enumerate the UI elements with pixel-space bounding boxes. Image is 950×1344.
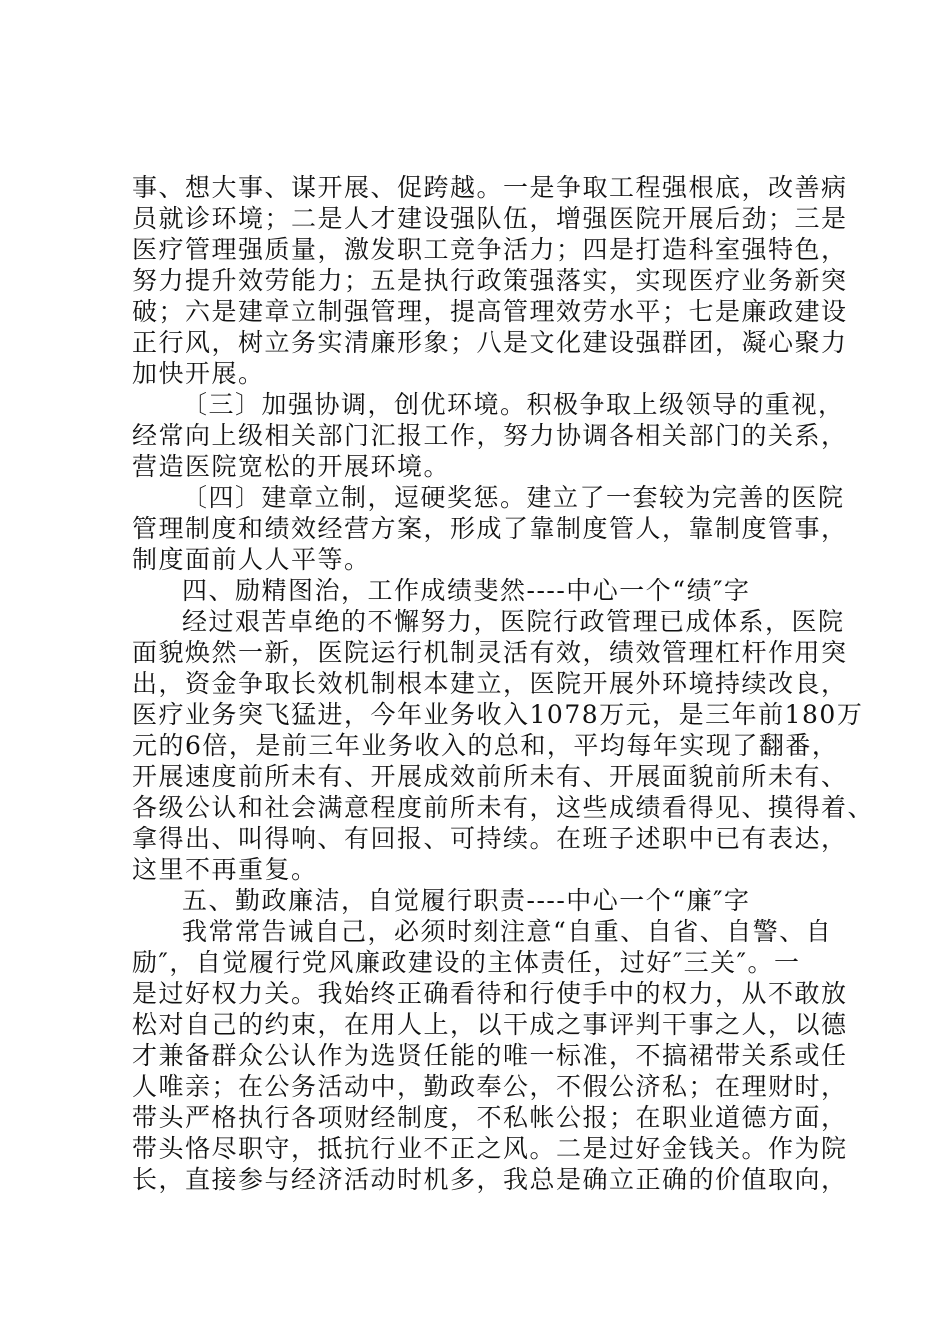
text-line: 元的6倍，是前三年业务收入的总和，平均每年实现了翻番， <box>132 731 839 760</box>
text-line: 带头恪尽职守，抵抗行业不正之风。二是过好金钱关。作为院 <box>132 1134 848 1163</box>
text-line: 才兼备群众公认作为选贤任能的唯一标准，不搞裙带关系或任 <box>132 1041 848 1070</box>
text-line: 员就诊环境；二是人才建设强队伍，增强医院开展后劲；三是 <box>132 204 848 233</box>
text-line: 管理制度和绩效经营方案，形成了靠制度管人，靠制度管事， <box>132 514 848 543</box>
text-line: 出，资金争取长效机制根本建立，医院开展外环境持续改良， <box>132 669 848 698</box>
text-line: 开展速度前所未有、开展成效前所未有、开展面貌前所未有、 <box>132 762 848 791</box>
text-line: 营造医院宽松的开展环境。 <box>132 452 451 481</box>
text-line: 励″，自觉履行党风廉政建设的主体责任，过好″三关″。一 <box>132 948 801 977</box>
text-line: 事、想大事、谋开展、促跨越。一是争取工程强根底，改善病 <box>132 173 848 202</box>
text-line: 松对自己的约束，在用人上，以干成之事评判干事之人，以德 <box>132 1010 848 1039</box>
text-line: 我常常告诫自己，必须时刻注意“自重、自省、自警、自 <box>182 917 833 946</box>
text-line: 四、励精图治，工作成绩斐然----中心一个“绩″字 <box>182 576 751 605</box>
text-line: 正行风，树立务实清廉形象；八是文化建设强群团，凝心聚力 <box>132 328 848 357</box>
text-line: 经过艰苦卓绝的不懈努力，医院行政管理已成体系，医院 <box>182 607 845 636</box>
text-line: 带头严格执行各项财经制度，不私帐公报；在职业道德方面， <box>132 1103 848 1132</box>
text-line: 拿得出、叫得响、有回报、可持续。在班子述职中已有表达， <box>132 824 848 853</box>
text-line: 五、勤政廉洁，自觉履行职责----中心一个“廉″字 <box>182 886 751 915</box>
text-line: 面貌焕然一新，医院运行机制灵活有效，绩效管理杠杆作用突 <box>132 638 848 667</box>
text-line: 是过好权力关。我始终正确看待和行使手中的权力，从不敢放 <box>132 979 848 1008</box>
text-line: 各级公认和社会满意程度前所未有，这些成绩看得见、摸得着、 <box>132 793 875 822</box>
body-text <box>132 172 875 1195</box>
text-line: 经常向上级相关部门汇报工作，努力协调各相关部门的关系， <box>132 421 848 450</box>
text-line: 破；六是建章立制强管理，提高管理效劳水平；七是廉政建设 <box>132 297 848 326</box>
text-line: 医疗管理强质量，激发职工竞争活力；四是打造科室强特色， <box>132 235 848 264</box>
text-line: 长，直接参与经济活动时机多，我总是确立正确的价值取向， <box>132 1165 848 1194</box>
text-line: 加快开展。 <box>132 359 265 388</box>
text-line: 努力提升效劳能力；五是执行政策强落实，实现医疗业务新突 <box>132 266 848 295</box>
text-line: 〔三〕加强协调，创优环境。积极争取上级领导的重视， <box>182 390 845 419</box>
text-line: 这里不再重复。 <box>132 855 318 884</box>
text-line: 〔四〕建章立制，逗硬奖惩。建立了一套较为完善的医院 <box>182 483 845 512</box>
text-line: 制度面前人人平等。 <box>132 545 371 574</box>
text-line: 医疗业务突飞猛进，今年业务收入1078万元，是三年前180万 <box>132 700 864 729</box>
text-line: 人唯亲；在公务活动中，勤政奉公，不假公济私；在理财时， <box>132 1072 848 1101</box>
